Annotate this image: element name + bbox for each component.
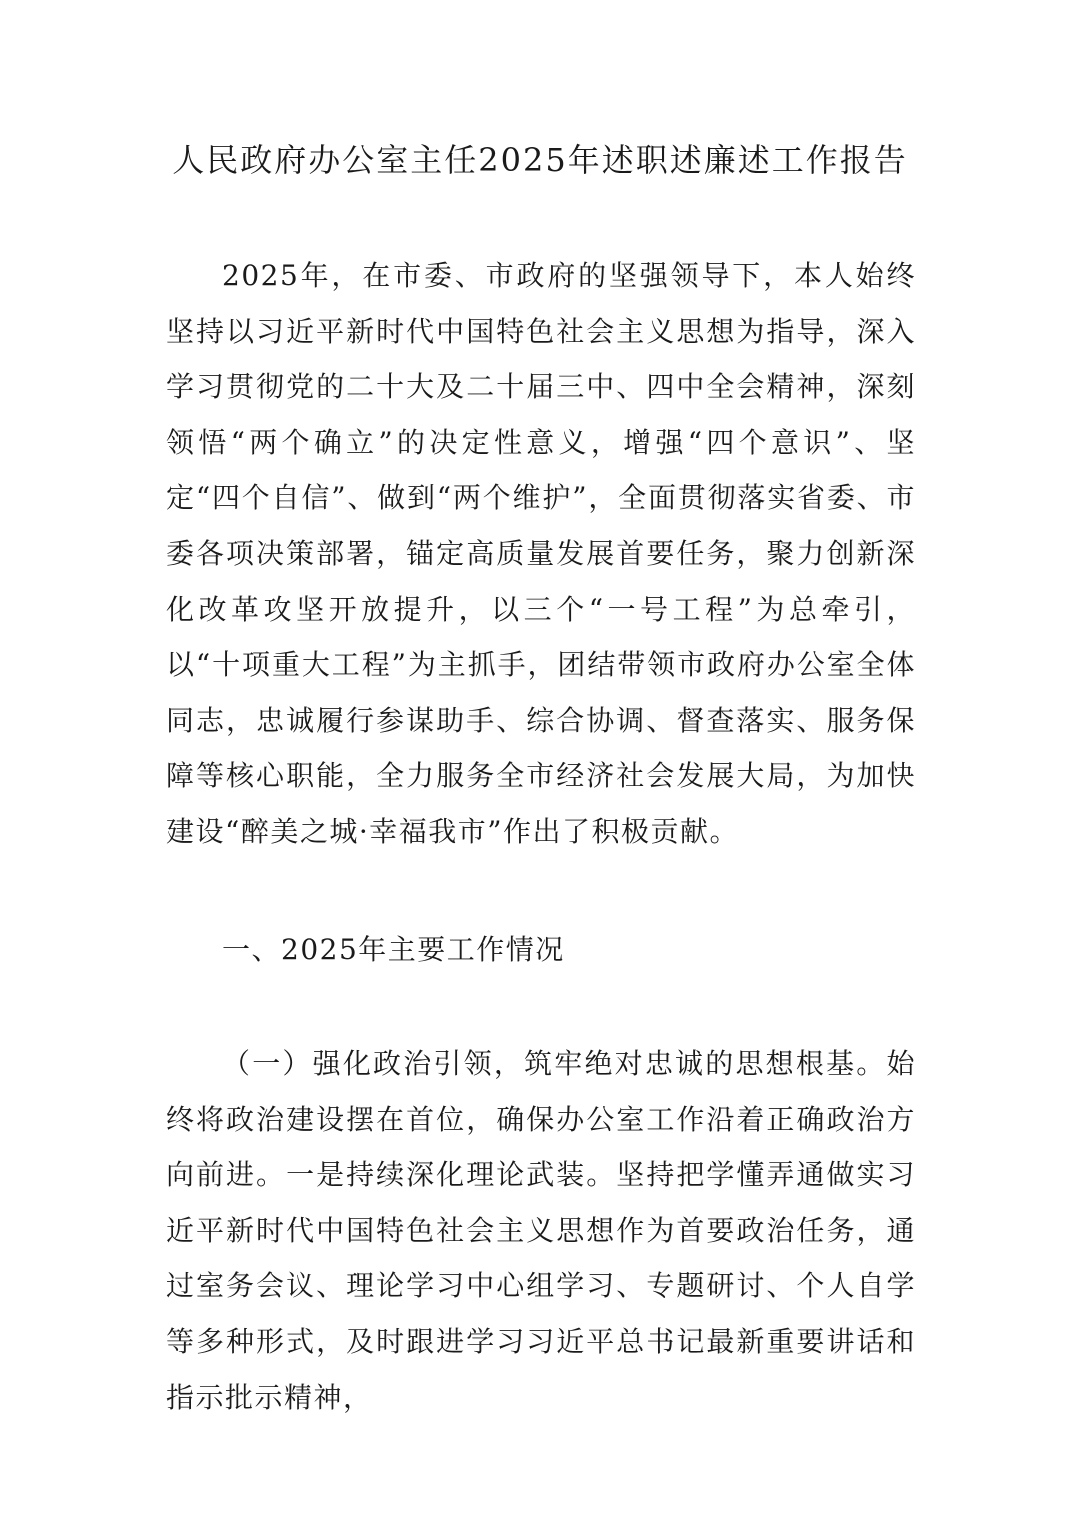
document-title: 人民政府办公室主任2025年述职述廉述工作报告	[172, 141, 908, 179]
section-one-paragraph: （一）强化政治引领，筑牢绝对忠诚的思想根基。始终将政治建设摆在首位，确保办公室工作沿着正确政治方向前进。一是持续深化理论武装。坚持把学懂弄通做实习近平新时代中国特色社会主义思想作为首要政治任务，通过室务会议、理论学习中心组学习、专题研讨、个人自学等多种形式，及时跟进学习习近平总书记最新重要讲话和指示批示精神，	[166, 1047, 916, 1414]
intro-paragraph: 2025年，在市委、市政府的坚强领导下，本人始终坚持以习近平新时代中国特色社会主义思想为指导，深入学习贯彻党的二十大及二十届三中、四中全会精神，深刻领悟“两个确立”的决定性意义，增强“四个意识”、坚定“四个自信”、做到“两个维护”，全面贯彻落实省委、市委各项决策部署，锚定高质量发展首要任务，聚力创新深化改革攻坚开放提升，以三个“一号工程”为总牵引，以“十项重大工程”为主抓手，团结带领市政府办公室全体同志，忠诚履行参谋助手、综合协调、督查落实、服务保障等核心职能，全力服务全市经济社会发展大局，为加快建设“醉美之城·幸福我市”作出了积极贡献。	[166, 259, 916, 848]
section-heading: 一、2025年主要工作情况	[222, 933, 565, 966]
